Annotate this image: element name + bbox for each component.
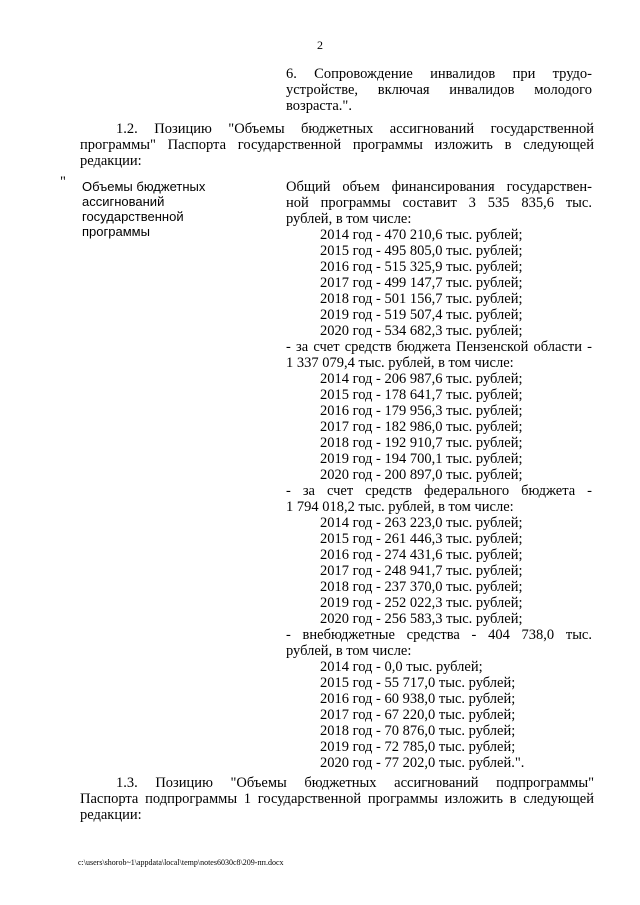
extra-budgetary [286,627,592,659]
total-line: Общий объем финансирования государствен- [286,179,592,195]
total-financing [286,179,592,227]
year-entry: 2016 год - 179 956,3 тыс. рублей; [320,403,523,419]
year-entry: 2019 год - 194 700,1 тыс. рублей; [320,451,523,467]
year-entry: 2017 год - 67 220,0 тыс. рублей; [320,707,516,723]
paragraph-line: редакции: [80,153,142,169]
opening-quote: " [60,174,66,190]
paragraph-line: 1.3. Позицию "Объемы бюджетных ассигнований подпрограммы" [116,775,594,791]
year-entry: 2018 год - 192 910,7 тыс. рублей; [320,435,523,451]
federal-years-list [320,515,522,627]
file-path-footer: c:\users\shorob~1\appdata\local\temp\notes6030c8\209-пп.docx [78,858,284,867]
year-entry: 2015 год - 261 446,3 тыс. рублей; [320,531,523,547]
year-entry: 2014 год - 470 210,6 тыс. рублей; [320,227,523,243]
year-entry: 2015 год - 178 641,7 тыс. рублей; [320,387,523,403]
federal-line: - за счет средств федерального бюджета - [286,483,592,499]
year-entry: 2019 год - 252 022,3 тыс. рублей; [320,595,523,611]
paragraph-line: программы" Паспорта государственной программы изложить в следующей [80,137,594,153]
extra-line: рублей, в том числе: [286,643,412,659]
year-entry: 2017 год - 182 986,0 тыс. рублей; [320,419,523,435]
federal-line: 1 794 018,2 тыс. рублей, в том числе: [286,499,514,515]
regional-line: - за счет средств бюджета Пензенской области - [286,339,592,355]
year-entry: 2016 год - 60 938,0 тыс. рублей; [320,691,516,707]
year-entry: 2020 год - 200 897,0 тыс. рублей; [320,467,523,483]
page-number: 2 [317,38,323,52]
year-entry: 2018 год - 237 370,0 тыс. рублей; [320,579,523,595]
year-entry: 2017 год - 499 147,7 тыс. рублей; [320,275,523,291]
year-entry: 2020 год - 534 682,3 тыс. рублей; [320,323,523,339]
total-line: ной программы составит 3 535 835,6 тыс. [286,195,592,211]
item6-line: устройстве, включая инвалидов молодого [286,82,592,98]
year-entry: 2014 год - 0,0 тыс. рублей; [320,659,483,675]
regional-years-list [320,371,522,483]
paragraph-line: 1.2. Позицию "Объемы бюджетных ассигнований государственной [116,121,594,137]
year-entry: 2019 год - 72 785,0 тыс. рублей; [320,739,516,755]
total-years-list [320,227,522,339]
item6-line: возраста.". [286,98,352,114]
year-entry: 2018 год - 501 156,7 тыс. рублей; [320,291,523,307]
regional-budget [286,339,592,371]
paragraph-1-2 [80,121,594,169]
year-entry: 2014 год - 206 987,6 тыс. рублей; [320,371,523,387]
item6-line: 6. Сопровождение инвалидов при трудо- [286,66,592,82]
year-entry: 2019 год - 519 507,4 тыс. рублей; [320,307,523,323]
year-entry: 2020 год - 77 202,0 тыс. рублей.". [320,755,525,771]
year-entry: 2015 год - 55 717,0 тыс. рублей; [320,675,516,691]
federal-budget [286,483,592,515]
year-entry: 2017 год - 248 941,7 тыс. рублей; [320,563,523,579]
total-line: рублей, в том числе: [286,211,412,227]
year-entry: 2020 год - 256 583,3 тыс. рублей; [320,611,523,627]
year-entry: 2016 год - 274 431,6 тыс. рублей; [320,547,523,563]
extra-line: - внебюджетные средства - 404 738,0 тыс. [286,627,592,643]
year-entry: 2014 год - 263 223,0 тыс. рублей; [320,515,523,531]
extra-years-list [320,659,524,771]
year-entry: 2015 год - 495 805,0 тыс. рублей; [320,243,523,259]
paragraph-line: редакции: [80,807,142,823]
regional-line: 1 337 079,4 тыс. рублей, в том числе: [286,355,514,371]
year-entry: 2018 год - 70 876,0 тыс. рублей; [320,723,516,739]
table-left-label: Объемы бюджетных ассигнований государственной программы [82,179,206,239]
paragraph-line: Паспорта подпрограммы 1 государственной программы изложить в следующей [80,791,594,807]
year-entry: 2016 год - 515 325,9 тыс. рублей; [320,259,523,275]
item6-text [286,66,592,114]
paragraph-1-3 [80,775,594,823]
